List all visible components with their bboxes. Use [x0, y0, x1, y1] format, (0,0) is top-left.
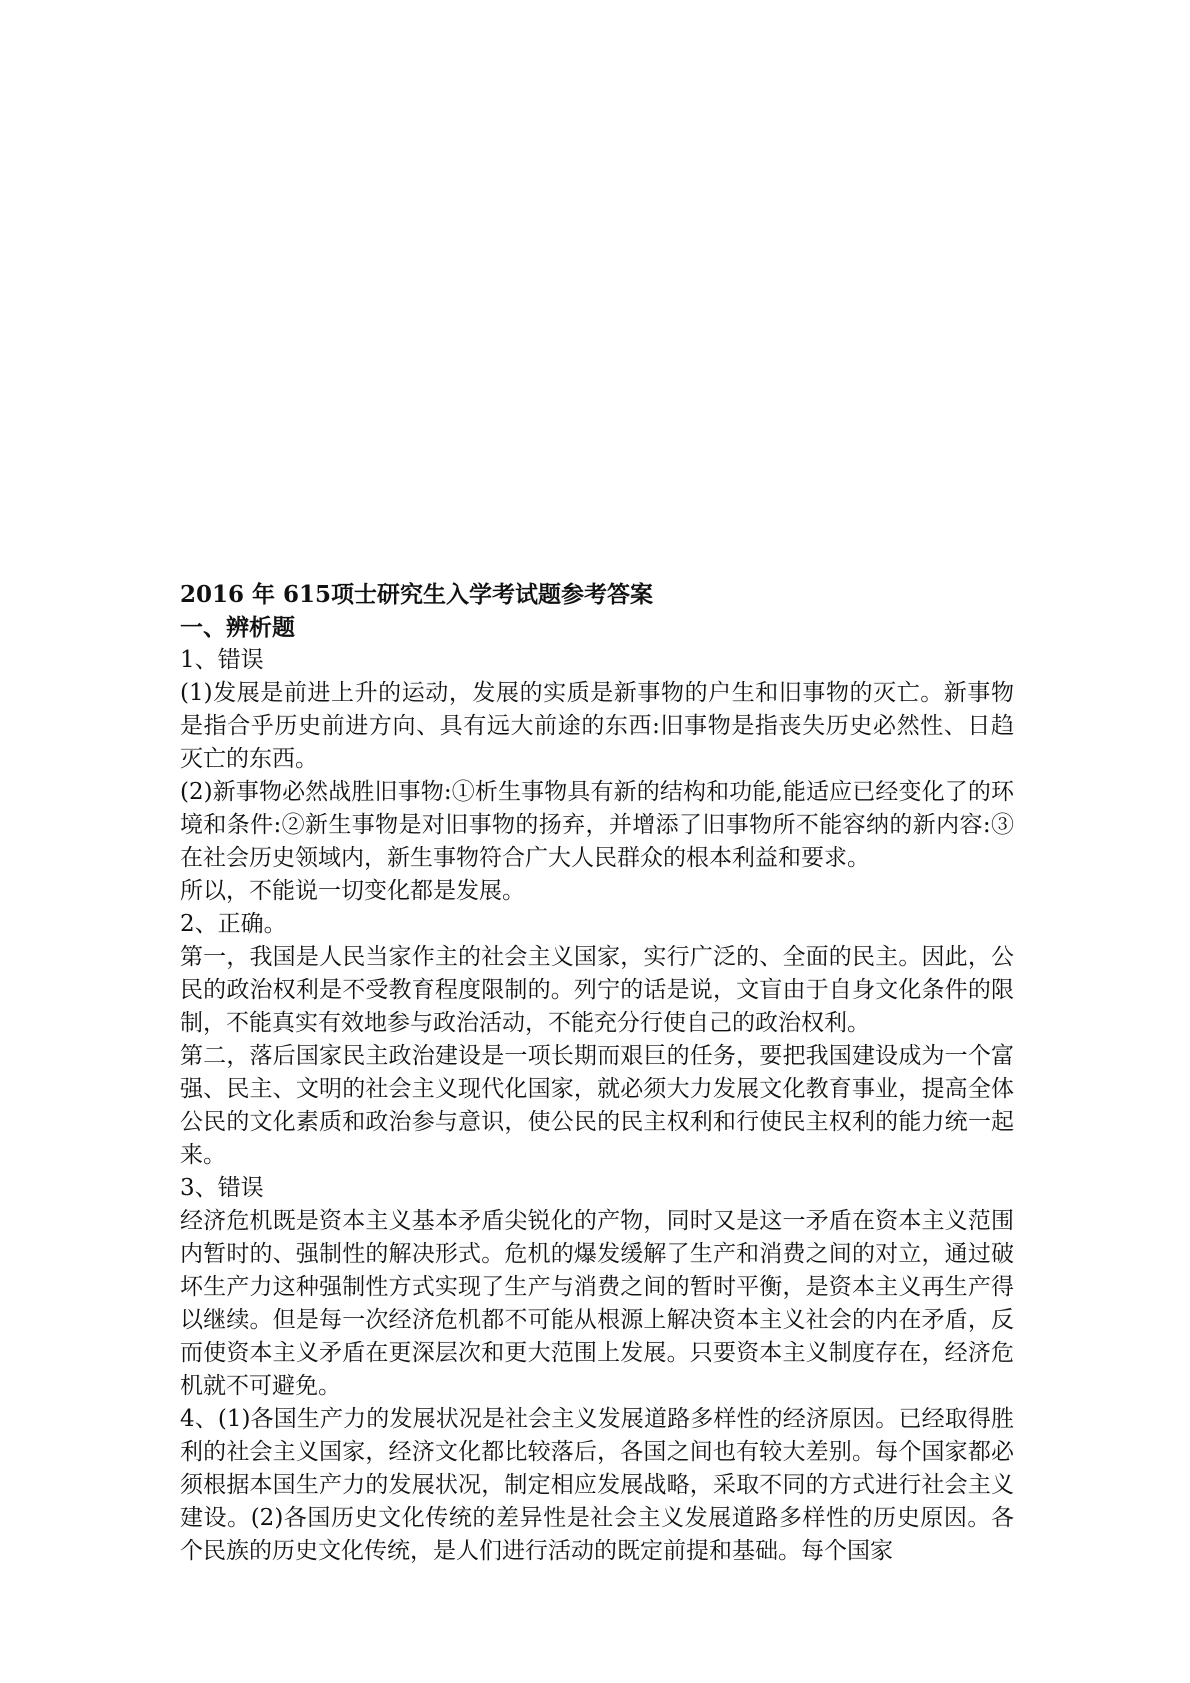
- document-title: 2016 年 615项士研究生入学考试题参考答案: [180, 581, 654, 608]
- document-page: [180, 578, 1014, 1568]
- item-1-paragraph-1: (1)发展是前进上升的运动，发展的实质是新事物的户生和旧事物的灭亡。新事物是指合乎历史前进方向、具有远大前途的东西:旧事物是指丧失历史必然性、日趋灭亡的东西。: [180, 680, 1014, 772]
- item-2-paragraph-1: 第一，我国是人民当家作主的社会主义国家，实行广泛的、全面的民主。因此，公民的政治权利是不受教育程度限制的。列宁的话是说，文盲由于自身文化条件的限制，不能真实有效地参与政治活动，不能充分行使自己的政治权利。: [180, 944, 1014, 1036]
- item-2-heading: 2、正确。: [180, 911, 287, 937]
- item-1-heading: 1、错误: [180, 647, 264, 673]
- item-3-heading: 3、错误: [180, 1175, 264, 1201]
- item-1-paragraph-2: (2)新事物必然战胜旧事物:①析生事物具有新的结构和功能,能适应已经变化了的环境和条件:②新生事物是对旧事物的扬弃，并增添了旧事物所不能容纳的新内容:③在社会历史领域内，新生事物符合广大人民群众的根本利益和要求。: [180, 779, 1014, 871]
- section-heading: 一、辨析题: [180, 614, 295, 641]
- item-2-paragraph-2: 第二，落后国家民主政治建设是一项长期而艰巨的任务，要把我国建设成为一个富强、民主、文明的社会主义现代化国家，就必须大力发展文化教育事业，提高全体公民的文化素质和政治参与意识，使公民的民主权利和行使民主权利的能力统一起来。: [180, 1043, 1014, 1168]
- item-1-conclusion: 所以，不能说一切变化都是发展。: [180, 878, 525, 904]
- item-4-paragraph-1: 4、(1)各国生产力的发展状况是社会主义发展道路多样性的经济原因。已经取得胜利的社会主义国家，经济文化都比较落后，各国之间也有较大差别。每个国家都必须根据本国生产力的发展状况，制定相应发展战略，采取不同的方式进行社会主义建设。(2)各国历史文化传统的差异性是社会主义发展道路多样性的历史原因。各个民族的历史文化传统，是人们进行活动的既定前提和基础。每个国家: [180, 1406, 1014, 1564]
- item-3-paragraph-1: 经济危机既是资本主义基本矛盾尖锐化的产物，同时又是这一矛盾在资本主义范围内暂时的、强制性的解决形式。危机的爆发缓解了生产和消费之间的对立，通过破坏生产力这种强制性方式实现了生产与消费之间的暂时平衡，是资本主义再生产得以继续。但是每一次经济危机都不可能从根源上解决资本主义社会的内在矛盾，反而使资本主义矛盾在更深层次和更大范围上发展。只要资本主义制度存在，经济危机就不可避免。: [180, 1208, 1014, 1399]
